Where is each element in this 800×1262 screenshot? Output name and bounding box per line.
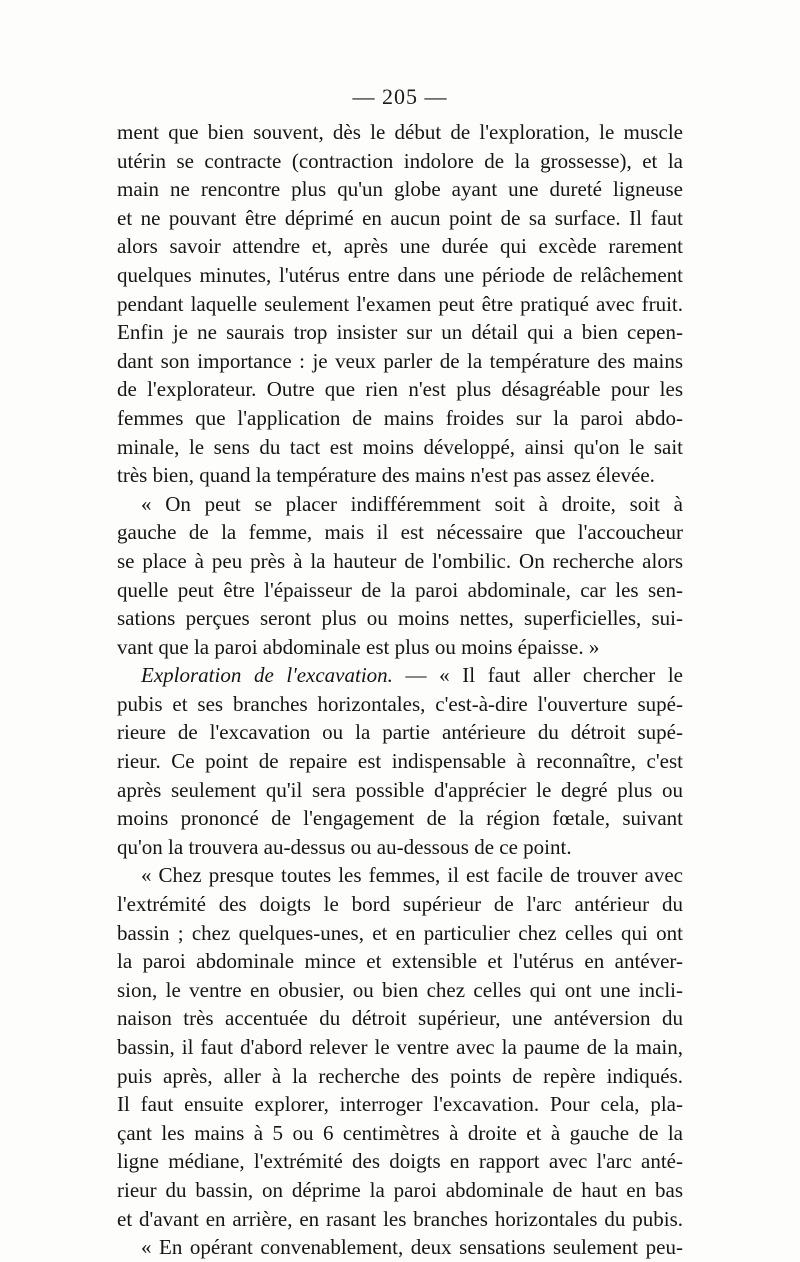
text-line: dant son importance : je veux parler de la température des mains <box>117 348 683 373</box>
text-line: gauche de la femme, mais il est nécessaire que l'accoucheur <box>117 520 683 545</box>
text-line: « On peut se placer indifféremment soit à droite, soit à <box>141 491 683 516</box>
text-line: Il faut ensuite explorer, interroger l'excavation. Pour cela, pla- <box>117 1092 683 1117</box>
text-line: puis après, aller à la recherche des points de repère indiqués. <box>117 1063 683 1088</box>
text-line: et ne pouvant être déprimé en aucun point de sa surface. Il faut <box>117 205 683 230</box>
text-line: utérin se contracte (contraction indolore de la grossesse), et la <box>117 148 683 173</box>
text-line: vant que la paroi abdominale est plus ou moins épaisse. » <box>117 634 600 659</box>
text-line: très bien, quand la température des mains n'est pas assez élevée. <box>117 463 655 488</box>
page-number-header: — 205 — <box>352 84 448 109</box>
text-line: rieure de l'excavation ou la partie antérieure du détroit supé- <box>117 720 683 745</box>
text-line: Enfin je ne saurais trop insister sur un détail qui a bien cepen- <box>117 320 683 345</box>
text-line: rieur. Ce point de repaire est indispensable à reconnaître, c'est <box>117 749 683 774</box>
text-line: qu'on la trouvera au-dessus ou au-dessous de ce point. <box>117 834 572 859</box>
text-line: l'extrémité des doigts le bord supérieur de l'arc antérieur du <box>117 892 683 917</box>
text-line: pendant laquelle seulement l'examen peut être pratiqué avec fruit. <box>117 291 683 316</box>
text-line: bassin ; chez quelques-unes, et en particulier chez celles qui ont <box>117 920 683 945</box>
text-line: rieur du bassin, on déprime la paroi abdominale de haut en bas <box>117 1177 683 1202</box>
text-line: quelle peut être l'épaisseur de la paroi abdominale, car les sen- <box>117 577 683 602</box>
text-line: moins prononcé de l'engagement de la région fœtale, suivant <box>117 806 683 831</box>
text-line: alors savoir attendre et, après une durée qui excède rarement <box>117 234 683 259</box>
text-line: femmes que l'application de mains froides sur la paroi abdo- <box>117 405 683 430</box>
text-line: de l'explorateur. Outre que rien n'est plus désagréable pour les <box>117 377 683 402</box>
text-line: bassin, il faut d'abord relever le ventre avec la paume de la main, <box>117 1035 683 1059</box>
text-line: se place à peu près à la hauteur de l'ombilic. On recherche alors <box>117 548 683 573</box>
text-line: pubis et ses branches horizontales, c'est-à-dire l'ouverture supé- <box>117 691 683 716</box>
text-line: sations perçues seront plus ou moins nettes, superficielles, sui- <box>117 606 683 631</box>
text-line-with-heading <box>117 661 683 690</box>
text-line: çant les mains à 5 ou 6 centimètres à droite et à gauche de la <box>117 1120 683 1145</box>
text-line-tail: — « Il faut aller chercher le <box>405 663 683 688</box>
text-line: après seulement qu'il sera possible d'apprécier le degré plus ou <box>117 777 683 802</box>
text-line: ment que bien souvent, dès le début de l'exploration, le muscle <box>117 120 683 144</box>
text-line: « Chez presque toutes les femmes, il est facile de trouver avec <box>141 863 683 888</box>
text-line: main ne rencontre plus qu'un globe ayant une dureté ligneuse <box>117 177 683 202</box>
section-heading-italic: Exploration de l'excavation. <box>141 663 393 688</box>
text-line: minale, le sens du tact est moins développé, ainsi qu'on le sait <box>117 434 683 459</box>
text-line: la paroi abdominale mince et extensible et l'utérus en antéver- <box>117 949 683 974</box>
text-line: quelques minutes, l'utérus entre dans une période de relâchement <box>117 262 683 287</box>
text-line: et d'avant en arrière, en rasant les branches horizontales du pubis. <box>117 1206 683 1231</box>
text-line: naison très accentuée du détroit supérieur, une antéversion du <box>117 1006 683 1031</box>
text-line: « En opérant convenablement, deux sensations seulement peu- <box>141 1235 683 1260</box>
text-line: ligne médiane, l'extrémité des doigts en rapport avec l'arc anté- <box>117 1149 683 1174</box>
text-line: sion, le ventre en obusier, ou bien chez celles qui ont une incli- <box>117 977 683 1002</box>
body-text <box>117 118 683 1262</box>
